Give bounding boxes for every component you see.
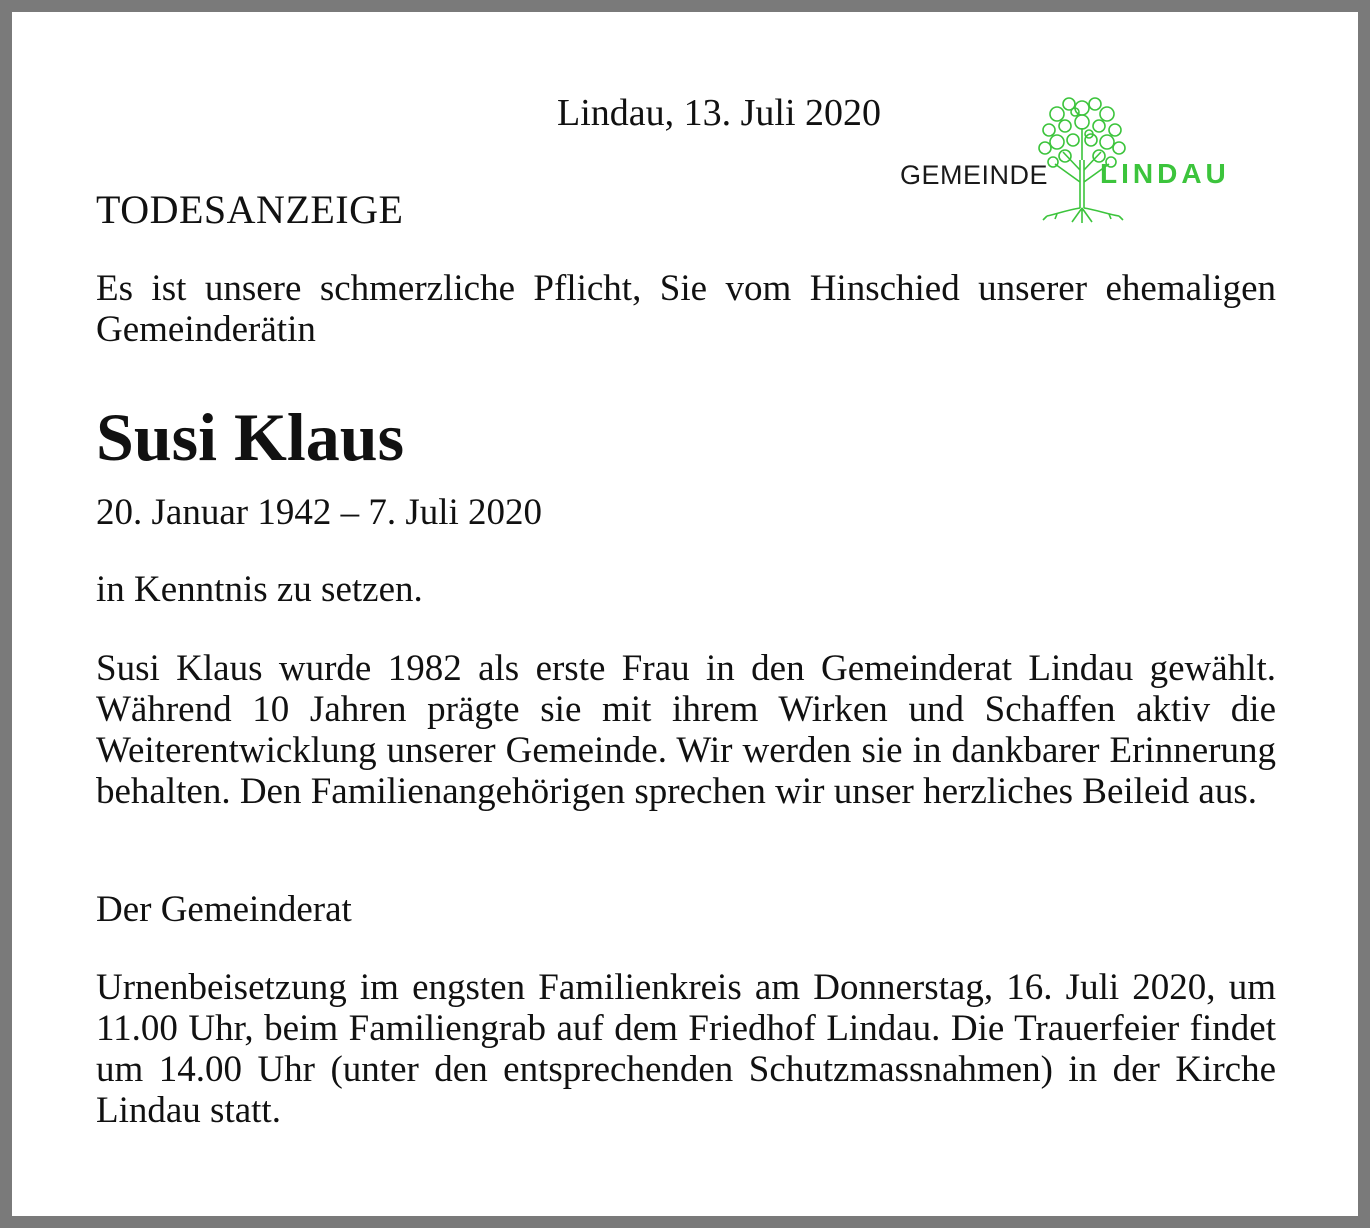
notice-page: [12, 12, 1358, 1216]
tribute-paragraph: Susi Klaus wurde 1982 als erste Frau in den Gemeinderat Lindau gewählt. Während 10 Jahren prägte sie mit ihrem Wirken und Schaffen aktiv die Weiterentwicklung unserer Gemeinde. Wir werden sie in dankbarer Erinnerung behalten. Den Familienangehörigen sprechen wir unser herzliches Beileid aus.: [96, 648, 1276, 812]
tree-icon: [897, 90, 1267, 224]
notice-heading: TODESANZEIGE: [96, 187, 404, 232]
intro-closing: in Kenntnis zu setzen.: [96, 569, 423, 610]
intro-paragraph: Es ist unsere schmerzliche Pflicht, Sie vom Hinschied unserer ehemaligen Gemeinderätin: [96, 268, 1276, 350]
logo-word-gemeinde: GEMEINDE: [900, 160, 1049, 190]
logo-word-lindau: LINDAU: [1100, 158, 1230, 189]
life-dates: 20. Januar 1942 – 7. Juli 2020: [96, 492, 543, 533]
date-line: Lindau, 13. Juli 2020: [557, 92, 882, 134]
deceased-name: Susi Klaus: [96, 399, 405, 475]
signature: Der Gemeinderat: [96, 889, 352, 930]
gemeinde-lindau-logo: [897, 90, 1267, 224]
funeral-paragraph: Urnenbeisetzung im engsten Familienkreis am Donnerstag, 16. Juli 2020, um 11.00 Uhr, beim Familiengrab auf dem Friedhof Lindau. Die Trauerfeier findet um 14.00 Uhr (unter den entsprechenden Schutzmassnahmen) in der Kirche Lindau statt.: [96, 967, 1276, 1131]
